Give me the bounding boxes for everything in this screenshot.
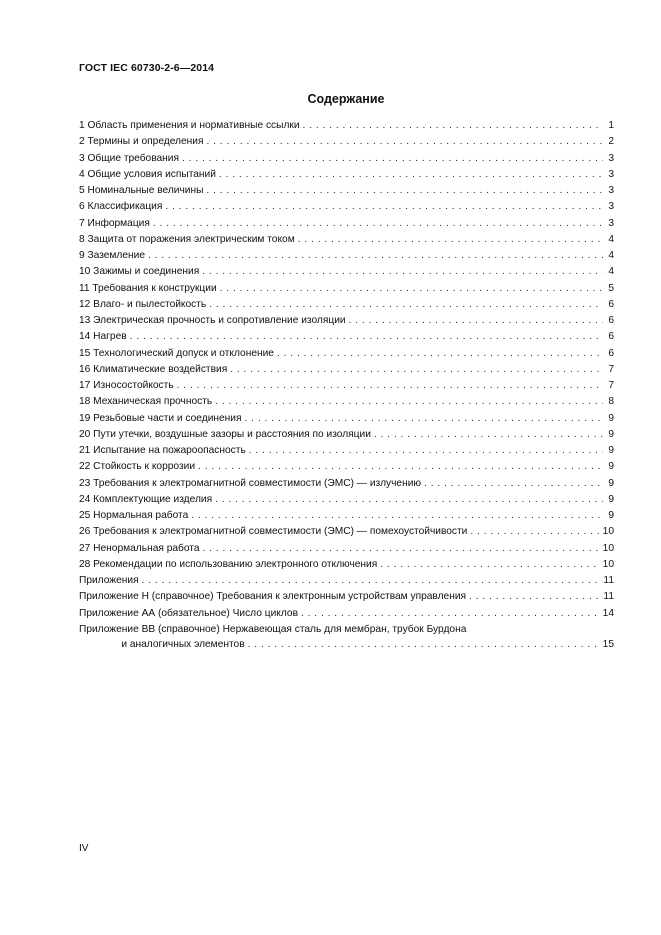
- toc-leader: [215, 394, 603, 410]
- toc-leader: [220, 281, 603, 297]
- toc-entry-page: 6: [608, 347, 614, 359]
- toc-entry-page: 2: [608, 136, 614, 148]
- toc-entry[interactable]: [79, 411, 614, 427]
- toc-leader: [219, 167, 603, 183]
- toc-entry-page: 3: [608, 201, 614, 213]
- toc-leader: [248, 637, 600, 653]
- toc-leader: [374, 427, 603, 443]
- toc-entry[interactable]: [79, 476, 614, 492]
- toc-leader: [203, 541, 600, 557]
- toc-entry-title: 27 Ненормальная работа: [79, 542, 200, 554]
- toc-entry-title: 4 Общие условия испытаний: [79, 168, 216, 180]
- toc-entry-page: 11: [603, 575, 614, 586]
- toc-entry-title: 10 Зажимы и соединения: [79, 266, 200, 278]
- toc-entry-title: 3 Общие требования: [79, 152, 180, 164]
- toc-leader: [191, 508, 603, 524]
- toc-entry-page: 9: [608, 493, 614, 505]
- toc-entry[interactable]: [79, 232, 614, 248]
- toc-entry-title: 13 Электрическая прочность и сопротивление изоляции: [79, 315, 346, 326]
- toc-entry-page: 6: [608, 331, 614, 343]
- toc-entry-page: 9: [608, 461, 614, 473]
- toc-entry-page: 3: [608, 152, 614, 164]
- toc-entry-title: 7 Информация: [79, 217, 150, 229]
- toc-leader: [469, 589, 600, 605]
- toc-entry[interactable]: [79, 151, 614, 167]
- toc-entry-title: 17 Износостойкость: [79, 380, 174, 391]
- toc-entry-page: 10: [602, 558, 614, 570]
- toc-entry-page: 4: [608, 233, 614, 245]
- toc-entry[interactable]: [79, 118, 614, 134]
- toc-entry-page: 9: [608, 412, 614, 424]
- toc-entry[interactable]: [79, 329, 614, 345]
- toc-entry-page: 9: [608, 477, 614, 489]
- toc-leader: [249, 443, 603, 459]
- toc-leader: [148, 248, 603, 264]
- toc-entry[interactable]: [79, 281, 614, 297]
- toc-leader: [153, 216, 603, 232]
- toc-entry-title: 28 Рекомендации по использованию электронного отключения: [79, 558, 378, 570]
- toc-entry-title: 6 Классификация: [79, 201, 163, 213]
- toc-entry[interactable]: [79, 199, 614, 215]
- toc-leader: [215, 492, 603, 508]
- toc-entry-title: 19 Резьбовые части и соединения: [79, 412, 242, 424]
- toc-entry-title-continued: и аналогичных элементов: [121, 638, 245, 650]
- toc-entry[interactable]: [79, 606, 614, 622]
- standard-designation: ГОСТ IEC 60730-2-6—2014: [79, 62, 215, 74]
- toc-entry-page: 9: [608, 445, 614, 456]
- toc-entry-title: 15 Технологический допуск и отклонение: [79, 347, 274, 359]
- toc-leader: [177, 378, 603, 394]
- toc-leader: [198, 459, 603, 475]
- toc-leader: [230, 362, 603, 378]
- toc-leader: [130, 329, 603, 345]
- toc-leader: [209, 297, 603, 313]
- toc-entry[interactable]: [79, 378, 614, 394]
- toc-entry-page: 11: [603, 591, 614, 603]
- toc-entry-page: 3: [608, 185, 614, 196]
- toc-entry[interactable]: [79, 297, 614, 313]
- toc-entry-title: 23 Требования к электромагнитной совместимости (ЭМС) — излучению: [79, 477, 422, 489]
- toc-entry-page: 7: [608, 380, 614, 391]
- toc-entry[interactable]: [79, 216, 614, 232]
- toc-entry[interactable]: [79, 313, 614, 329]
- toc-leader: [182, 151, 603, 167]
- toc-entry[interactable]: [79, 394, 614, 410]
- toc-entry-page: 4: [608, 250, 614, 261]
- toc-entry[interactable]: [79, 589, 614, 605]
- toc-entry-title: Приложение ВВ (справочное) Нержавеющая сталь для мембран, трубок Бурдона: [79, 623, 467, 635]
- toc-entry[interactable]: [79, 573, 614, 589]
- toc-entry-title: 1 Область применения и нормативные ссылки: [79, 120, 300, 131]
- toc-entry-page: 9: [608, 510, 614, 521]
- toc-entry-title: Приложение Н (справочное) Требования к электронным устройствам управления: [79, 591, 467, 603]
- toc-entry-title: 2 Термины и определения: [79, 136, 204, 148]
- toc-entry-title: 24 Комплектующие изделия: [79, 493, 213, 505]
- toc-leader: [470, 524, 599, 540]
- toc-leader: [202, 264, 603, 280]
- toc-leader: [298, 232, 603, 248]
- toc-entry-title: 9 Заземление: [79, 250, 146, 261]
- toc-entry[interactable]: [79, 459, 614, 475]
- toc-leader: [142, 573, 601, 589]
- toc-leader: [245, 411, 603, 427]
- toc-entry-page: 1: [608, 120, 614, 131]
- toc-entry-line-1[interactable]: [79, 622, 614, 637]
- toc-leader: [301, 606, 600, 622]
- toc-entry-page: 6: [608, 315, 614, 326]
- toc-entry[interactable]: [79, 508, 614, 524]
- toc-leader: [349, 313, 603, 329]
- toc-entry-page: 10: [602, 542, 614, 554]
- toc-entry-page: 3: [608, 217, 614, 229]
- toc-entry[interactable]: [79, 557, 614, 573]
- toc-entry-page: 3: [608, 168, 614, 180]
- toc-entry-title: 26 Требования к электромагнитной совместимости (ЭМС) — помехоустойчивости: [79, 526, 468, 538]
- toc-entry-page: 15: [602, 638, 614, 650]
- toc-entry-title: Приложение АА (обязательное) Число циклов: [79, 607, 298, 619]
- toc-leader: [380, 557, 599, 573]
- table-of-contents: [79, 118, 614, 653]
- toc-entry-title: 25 Нормальная работа: [79, 510, 189, 521]
- toc-entry-title: 21 Испытание на пожароопасность: [79, 445, 246, 456]
- toc-entry[interactable]: [79, 183, 614, 199]
- toc-heading: Содержание: [307, 92, 385, 106]
- toc-leader: [165, 199, 603, 215]
- toc-entry-title: 18 Механическая прочность: [79, 396, 213, 408]
- toc-leader: [206, 183, 603, 199]
- toc-entry[interactable]: [79, 524, 614, 540]
- toc-entry-title: 11 Требования к конструкции: [79, 282, 217, 294]
- toc-entry-page: 4: [608, 266, 614, 278]
- toc-leader: [206, 134, 603, 150]
- toc-entry-title: 8 Защита от поражения электрическим током: [79, 233, 295, 245]
- toc-entry-page: 7: [608, 363, 614, 375]
- toc-leader: [303, 118, 603, 134]
- toc-entry-page: 10: [602, 526, 614, 538]
- toc-leader: [424, 476, 603, 492]
- page-number: IV: [79, 843, 89, 854]
- toc-entry-title: 14 Нагрев: [79, 331, 127, 343]
- toc-entry-title: 5 Номинальные величины: [79, 185, 204, 196]
- toc-entry-title: Приложения: [79, 575, 139, 586]
- toc-entry-page: 6: [608, 298, 614, 310]
- toc-entry-line-2[interactable]: [79, 637, 614, 653]
- toc-entry[interactable]: [79, 248, 614, 264]
- toc-entry-page: 8: [608, 396, 614, 408]
- toc-entry[interactable]: [79, 492, 614, 508]
- toc-entry-title: 22 Стойкость к коррозии: [79, 461, 196, 473]
- toc-entry[interactable]: [79, 362, 614, 378]
- toc-leader: [277, 346, 603, 362]
- toc-entry[interactable]: [79, 346, 614, 362]
- toc-entry[interactable]: [79, 427, 614, 443]
- toc-entry-title: 12 Влаго- и пылестойкость: [79, 298, 207, 310]
- toc-entry-page: 14: [602, 607, 614, 619]
- toc-entry[interactable]: [79, 264, 614, 280]
- toc-entry[interactable]: [79, 541, 614, 557]
- toc-entry-page: 9: [608, 428, 614, 440]
- toc-entry-title: 16 Климатические воздействия: [79, 363, 228, 375]
- toc-entry[interactable]: [79, 134, 614, 150]
- toc-entry-page: 5: [608, 282, 614, 294]
- toc-entry-title: 20 Пути утечки, воздушные зазоры и расстояния по изоляции: [79, 428, 371, 440]
- toc-entry[interactable]: [79, 443, 614, 459]
- toc-entry[interactable]: [79, 167, 614, 183]
